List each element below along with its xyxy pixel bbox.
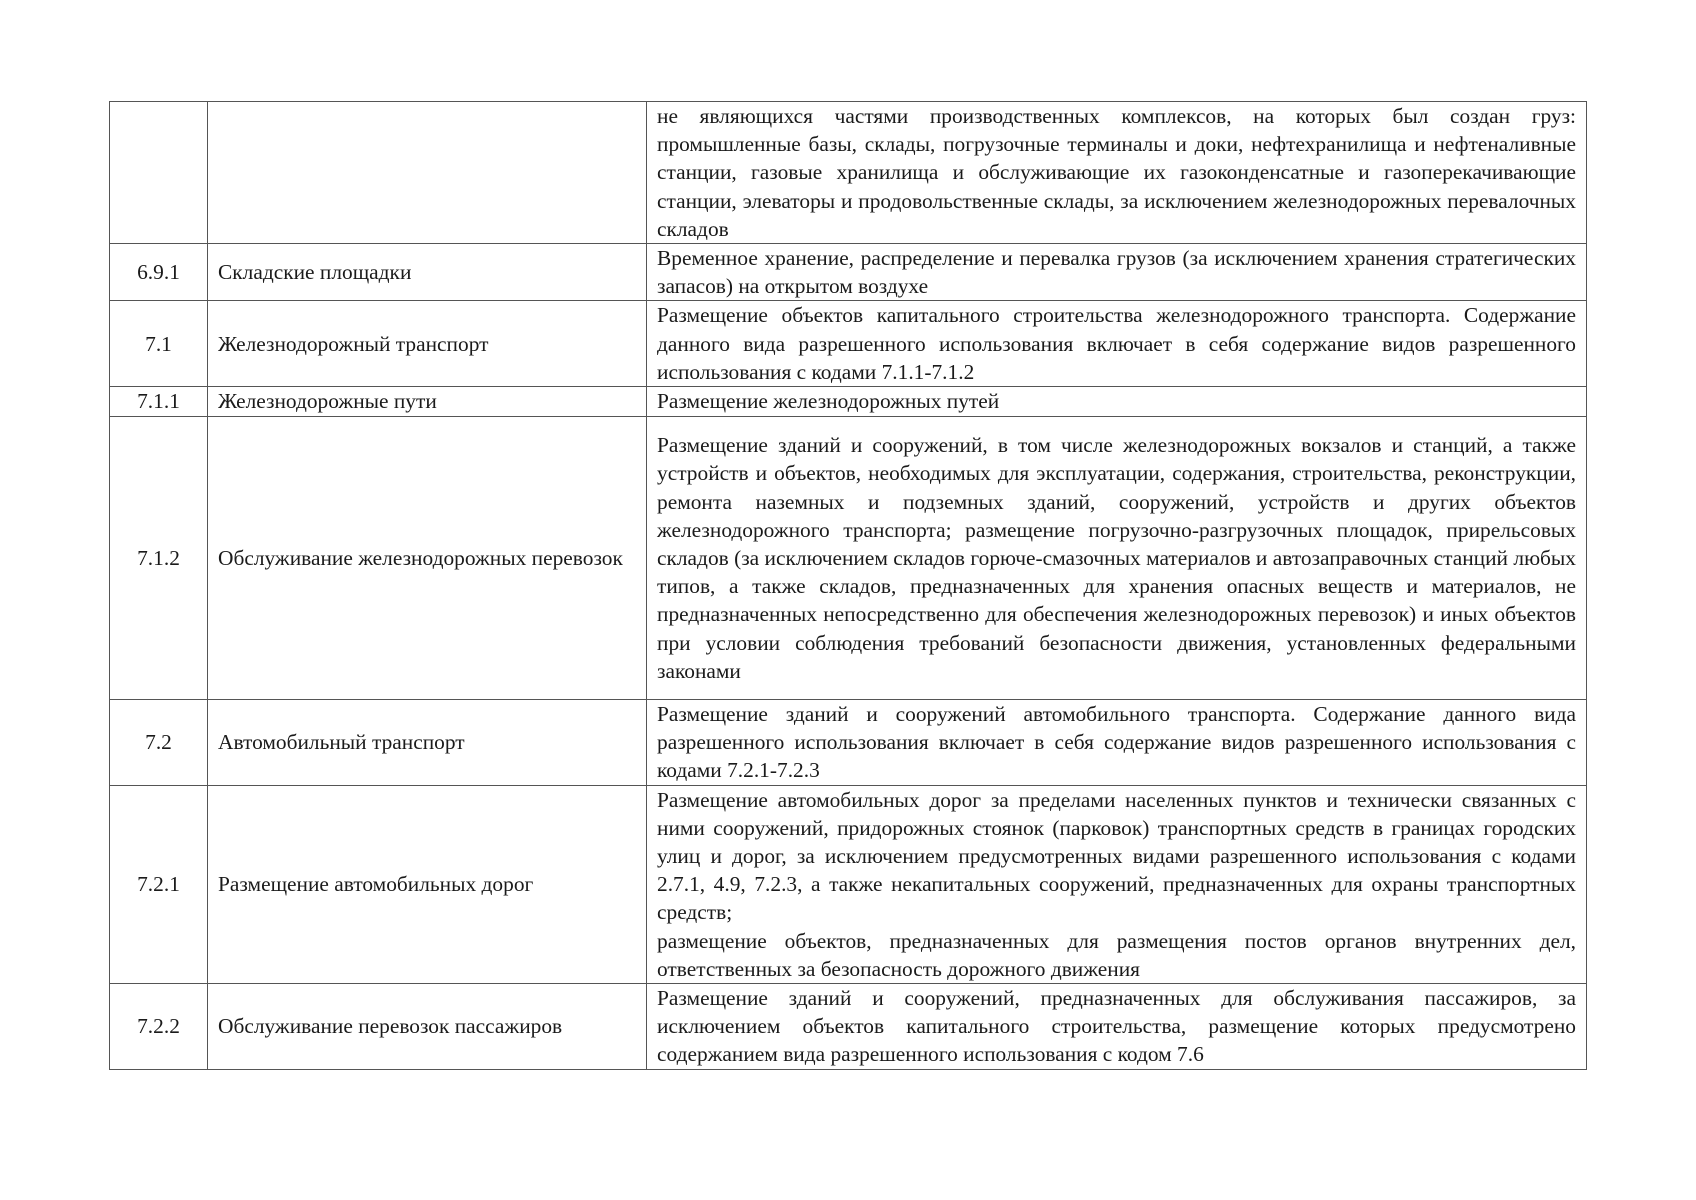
description-cell — [647, 417, 1587, 700]
table-row — [110, 984, 1587, 1070]
code-cell: 7.1.1 — [110, 387, 208, 417]
description-text: Размещение железнодорожных путей — [657, 389, 1000, 414]
name-cell: Автомобильный транспорт — [208, 700, 647, 786]
code-cell: 7.1.2 — [110, 417, 208, 700]
description-text: Временное хранение, распределение и перевалка грузов (за исключением хранения стратегических запасов) на открытом воздухе — [657, 246, 1576, 299]
code-cell — [110, 102, 208, 244]
description-text: Размещение автомобильных дорог за пределами населенных пунктов и технически связанных с ними сооружений, придорожных стоянок (парковок) транспортных средств в границах городских улиц и дорог, за исключением предусмотренных видами разрешенного использования с кодами 2.7.1, 4.9, 7.2.3, а также некапитальных сооружений, предназначенных для охраны транспортных средств; — [657, 787, 1576, 925]
description-text: размещение объектов, предназначенных для размещения постов органов внутренних дел, ответственных за безопасность дорожного движения — [657, 928, 1576, 981]
name-cell: Обслуживание железнодорожных перевозок — [208, 417, 647, 700]
table-row — [110, 102, 1587, 244]
code-cell: 7.1 — [110, 301, 208, 387]
code-cell: 7.2.2 — [110, 984, 208, 1070]
description-cell — [647, 984, 1587, 1070]
name-cell: Складские площадки — [208, 244, 647, 301]
name-cell: Железнодорожный транспорт — [208, 301, 647, 387]
description-text: Размещение зданий и сооружений, в том числе железнодорожных вокзалов и станций, а также устройств и объектов, необходимых для эксплуатации, содержания, строительства, реконструкции, ремонта наземных и подземных зданий, сооружений, устройств и других объектов железнодорожного транспорта; размещение погрузочно-разгрузочных площадок, прирельсовых складов (за исключением складов горюче-смазочных материалов и автозаправочных станций любых типов, а также складов, предназначенных для хранения опасных веществ и материалов, не предназначенных непосредственно для обеспечения железнодорожных перевозок) и иных объектов при условии соблюдения требований безопасности движения, установленных федеральными законами — [657, 433, 1576, 683]
description-text: не являющихся частями производственных комплексов, на которых был создан груз: промышленные базы, склады, погрузочные терминалы и доки, нефтехранилища и нефтеналивные станции, газовые хранилища и обслуживающие их газоконденсатные и газоперекачивающие станции, элеваторы и продовольственные склады, за исключением железнодорожных перевалочных складов — [657, 104, 1576, 241]
code-cell: 7.2 — [110, 700, 208, 786]
description-text: Размещение зданий и сооружений, предназначенных для обслуживания пассажиров, за исключением объектов капитального строительства, размещение которых предусмотрено содержанием вида разрешенного использования с кодом 7.6 — [657, 986, 1576, 1067]
description-text: Размещение зданий и сооружений автомобильного транспорта. Содержание данного вида разрешенного использования включает в себя содержание видов разрешенного использования с кодами 7.2.1-7.2.3 — [657, 702, 1576, 783]
description-cell — [647, 244, 1587, 301]
description-text: Размещение объектов капитального строительства железнодорожного транспорта. Содержание данного вида разрешенного использования включает в себя содержание видов разрешенного использования с кодами 7.1.1-7.1.2 — [657, 303, 1576, 384]
table-row — [110, 417, 1587, 700]
land-use-table — [109, 101, 1587, 1070]
description-cell — [647, 785, 1587, 983]
name-cell — [208, 102, 647, 244]
table-row — [110, 301, 1587, 387]
table-row — [110, 244, 1587, 301]
table-row — [110, 785, 1587, 983]
name-cell: Железнодорожные пути — [208, 387, 647, 417]
name-cell: Размещение автомобильных дорог — [208, 785, 647, 983]
description-cell — [647, 301, 1587, 387]
code-cell: 7.2.1 — [110, 785, 208, 983]
name-cell: Обслуживание перевозок пассажиров — [208, 984, 647, 1070]
description-cell — [647, 102, 1587, 244]
table-row — [110, 387, 1587, 417]
description-cell — [647, 700, 1587, 786]
table-row — [110, 700, 1587, 786]
description-cell — [647, 387, 1587, 417]
code-cell: 6.9.1 — [110, 244, 208, 301]
